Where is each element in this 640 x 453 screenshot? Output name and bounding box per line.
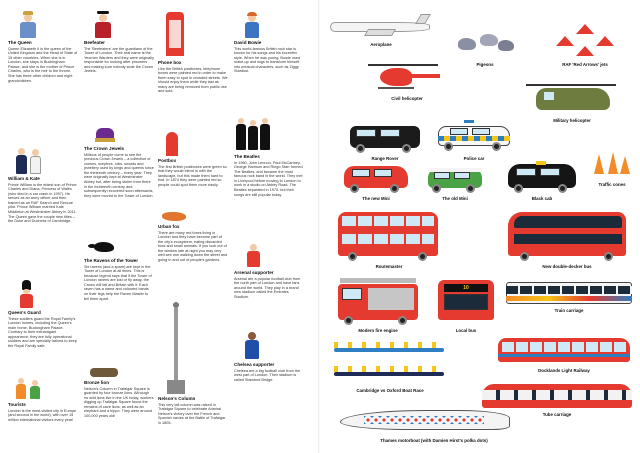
entry-title: David Bowie [234, 40, 262, 45]
entry-crown-jewels [84, 122, 154, 198]
sticker-train-carriage[interactable] [504, 278, 634, 318]
entry-text: Nelson's Column in Trafalgar Square is guarded by four bronze lions. Although no wild lions live in the UK today, workers digging up Trafalgar Square found the remains of cave lions, as well as an elephant and a hippo. They were around 100,000 years old! [84, 386, 154, 419]
entry-urban-fox [158, 208, 228, 263]
bus-number-display: 10 [444, 284, 488, 292]
entry-bronze-lion [84, 362, 154, 419]
sticker-range-rover[interactable] [346, 118, 424, 164]
entry-title: Chelsea supporter [234, 362, 275, 367]
entry-title: The Queen [8, 40, 32, 45]
sticker-aeroplane[interactable] [326, 12, 436, 52]
beefeater-illustration [84, 12, 154, 38]
william-kate-illustration [8, 148, 78, 174]
entry-beatles [234, 118, 304, 197]
sticker-label: Tube carriage [542, 412, 572, 417]
sticker-new-double-decker[interactable] [504, 208, 630, 272]
tourists-illustration [8, 378, 78, 400]
lion-illustration [84, 362, 154, 378]
sticker-label: Range Rover [371, 156, 399, 161]
entry-text: There are many red foxes living in London and they have become part of the city's ecosystem, eating discarded food and small animals. If you look out of the window late at night you may very well see one walking down the street and going in and out of people's gardens. [158, 230, 228, 263]
sticker-label: RAF 'Red Arrows' jets [562, 62, 608, 67]
entry-text: Millions of people come to see the precious Crown Jewels – a collection of crowns, sceptres, orbs, swords and jewellery used by kings and queens since the thirteenth century – every year. They were originally kept at Westminster Abbey but, after being stolen from there in the fourteenth century and subsequently recovered soon afterwards, they were moved to the Tower of London. [84, 152, 154, 198]
entry-text: Chelsea are a big football club from the west part of London. Their stadium is called Stamford Bridge. [234, 368, 301, 382]
sticker-routemaster[interactable] [334, 208, 444, 272]
sticker-label: The new Mini [362, 196, 390, 201]
sticker-black-cab[interactable] [504, 160, 580, 204]
sticker-civil-helicopter[interactable] [362, 62, 452, 106]
sticker-military-helicopter[interactable] [516, 80, 628, 130]
sticker-fire-engine[interactable] [334, 276, 422, 336]
sticker-label: Thames motorboat (with Damien Hirst's polka dots) [380, 438, 488, 443]
entry-text: Prince William is the eldest son of Prince Charles and Diana, Princess of Wales (who died in a car crash in 1997). He served as an army officer and then trained as an RAF Search and Rescue pilot. Prince William married Kate Middleton at Westminster Abbey in 2011. The Queen gave the couple new titles – the Duke and Duchess of Cambridge. [8, 182, 77, 224]
entry-title: William & Kate [8, 176, 40, 181]
entry-queens-guard [8, 282, 78, 349]
sticker-new-mini[interactable] [340, 160, 412, 204]
entry-nelsons-column [158, 302, 228, 425]
sticker-red-arrows[interactable] [536, 22, 634, 72]
entry-text: Queen Elizabeth II is the queen of the United Kingdom and the Head of State of 15 other countries. When she is in London, she stays in Buckingham Palace, and she is the mother of Prince Charles, who is the heir to the throne. She has three other children and eight grandchildren. [8, 46, 78, 83]
arsenal-supporter-illustration [234, 244, 304, 268]
sticker-label: Black cab [531, 196, 553, 201]
postbox-illustration [158, 132, 228, 156]
entry-text: The 'Beefeaters' are the guardians of the Tower of London. Their real name is the Yeomen Warders and they were originally responsible for looking after prisoners and making sure nobody stole the Crown Jewels. [84, 46, 154, 74]
sticker-label: Docklands Light Railway [538, 368, 590, 373]
sticker-label: The old Mini [442, 196, 468, 201]
chelsea-supporter-illustration [234, 332, 304, 360]
sticker-motorboat[interactable] [334, 402, 534, 450]
entry-text: The first British postboxes were green so that they would blend in with the landscape, but this made them hard to find. In 1874 they were painted red so people could spot them more easily. [158, 164, 227, 187]
entry-text: Arsenal are a popular football club from the north part of London and have fans around the world. They play in a brand new stadium called the Emirates Stadium. [234, 276, 301, 299]
sticker-label: Routemaster [375, 264, 403, 269]
entry-tourists [8, 378, 78, 422]
sticker-label: Military helicopter [553, 118, 591, 123]
sticker-label: Modern fire engine [358, 328, 398, 333]
phone-box-illustration [158, 12, 228, 58]
entry-text: This very tall column was raised in Trafalgar Square to celebrate Admiral Nelson's victory over the French and Spanish navies at the Battle of Trafalgar in 1805. [158, 402, 226, 425]
raven-illustration [84, 236, 154, 256]
sticker-label: New double-decker bus [542, 264, 592, 269]
sticker-label: Local bus [455, 328, 477, 333]
entry-title: The Beatles [234, 154, 260, 159]
sticker-label: Police car [463, 156, 485, 161]
entry-title: Urban fox [158, 224, 180, 229]
entry-title: The Crown Jewels [84, 146, 125, 151]
entry-text: This world-famous British rock star is known for his songs and his eccentric style. When he was young, Bowie used make-up and wigs to transform himself into unusual characters, such as Ziggy Stardust. [234, 46, 301, 74]
entry-text: Like the British postboxes, telephone boxes were painted red in order to make them easy to spot in crowded streets. We should enjoy them while they last as many are being removed from public use and sold. [158, 66, 228, 94]
entry-beefeater [84, 12, 154, 74]
entry-text: London is the most-visited city in Europe (and second in the world), with over 15 million international visitors every year! [8, 408, 77, 422]
sticker-pigeons[interactable] [450, 30, 520, 72]
sticker-label: Pigeons [476, 62, 494, 67]
entry-title: Postbox [158, 158, 177, 163]
entry-title: Beefeater [84, 40, 105, 45]
entry-title: Tourists [8, 402, 26, 407]
entry-title: Arsenal supporter [234, 270, 274, 275]
entry-text: These soldiers guard the Royal Family's London homes, including the Queen's main home, Buckingham Palace. Contrary to their extravagant appearance, they are fully operational soldiers and are specially trained to keep the Royal Family safe. [8, 316, 77, 349]
sticker-dlr[interactable] [494, 334, 634, 378]
sticker-traffic-cones[interactable] [590, 150, 634, 192]
sticker-label: Cambridge vs Oxford Boat Race [356, 388, 424, 393]
sticker-label: Aeroplane [370, 42, 392, 47]
beatles-illustration [234, 118, 304, 152]
sticker-old-mini[interactable] [422, 160, 488, 204]
entry-arsenal [234, 244, 304, 299]
entry-phone-box [158, 12, 228, 94]
sticker-label: Train carriage [554, 308, 584, 313]
nelsons-column-illustration [158, 302, 228, 394]
queen-illustration [8, 12, 78, 38]
entry-chelsea [234, 332, 304, 382]
sticker-label: Civil helicopter [391, 96, 423, 101]
fox-illustration [158, 208, 228, 222]
entry-postbox [158, 132, 228, 187]
entry-william-kate [8, 148, 78, 224]
sticker-local-bus[interactable] [434, 276, 498, 336]
entry-text: In 1960, John Lennon, Paul McCartney, George Harrison and Ringo Starr formed The Beatles, and became the most famous rock band in the world. They met in Liverpool before moving to London to work in a studio on Abbey Road. The Beatles separated in 1970, but their songs are still popular today. [234, 160, 303, 197]
bowie-illustration [234, 12, 304, 38]
crown-illustration [84, 122, 154, 144]
entry-text: Six ravens (and a spare) are kept in the Tower of London at all times. This is because legend says that if the Tower of London ravens are lost or fly away, the Crown will fall and Britain with it. Each raven has a name and coloured bands on their legs help the Raven Master to tell them apart. [84, 264, 152, 301]
sticker-boat-race[interactable] [330, 338, 450, 400]
sticker-police-car[interactable] [434, 116, 514, 164]
entry-title: Nelson's Column [158, 396, 196, 401]
entry-ravens [84, 236, 154, 301]
queens-guard-illustration [8, 282, 78, 308]
entry-title: Bronze lion [84, 380, 110, 385]
entry-title: Phone box [158, 60, 182, 65]
entry-david-bowie [234, 12, 304, 74]
entry-title: Queen's Guard [8, 310, 41, 315]
sticker-label: Traffic cones [598, 182, 626, 187]
entry-queen [8, 12, 78, 83]
right-page [320, 0, 640, 453]
entry-title: The Ravens of the Tower [84, 258, 139, 263]
